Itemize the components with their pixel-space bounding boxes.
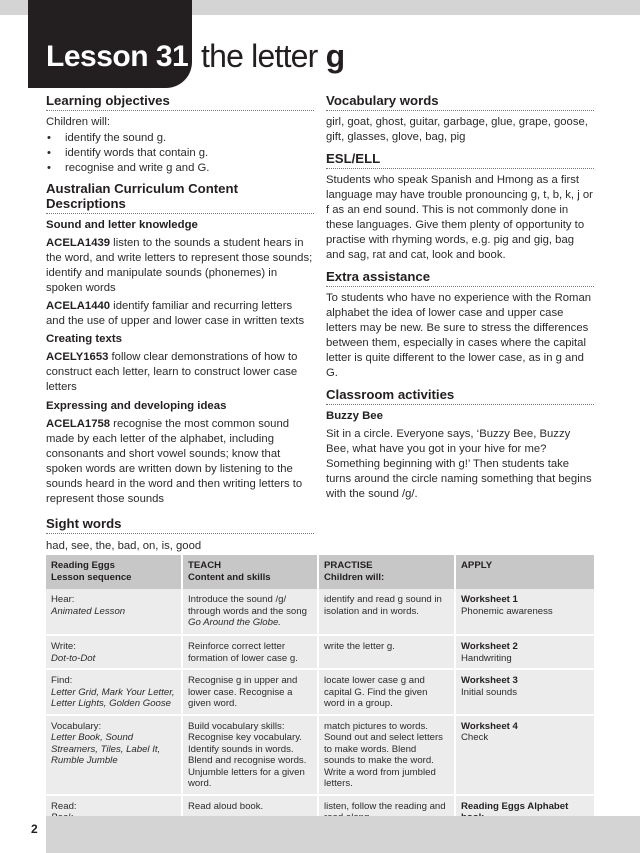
table-row <box>46 669 594 715</box>
apply-title: Worksheet 4 <box>461 720 518 732</box>
table-row <box>46 589 594 635</box>
curriculum-code: ACELA1758 <box>46 418 111 430</box>
header-line: PRACTISE <box>324 560 373 571</box>
objectives-heading: Learning objectives <box>46 93 314 111</box>
vocabulary-text: girl, goat, ghost, guitar, garbage, glue, grape, goose, gift, glasses, glove, bag, pig <box>326 116 588 143</box>
bottom-band-gap <box>0 816 46 853</box>
curriculum-section-title: Sound and letter knowledge <box>46 219 198 231</box>
header-line: Reading Eggs <box>51 560 115 571</box>
seq-item: Dot-to-Dot <box>51 652 96 664</box>
apply-cell <box>455 635 594 669</box>
teach-cell <box>182 589 318 635</box>
curriculum-section-title: Expressing and developing ideas <box>46 400 227 412</box>
esl-heading: ESL/ELL <box>326 151 594 169</box>
activity-title: Buzzy Bee <box>326 410 383 422</box>
sight-words-heading: Sight words <box>46 516 314 534</box>
teach-cell: Recognise g in upper and lower case. Recognise a given word. <box>182 669 318 715</box>
table-row <box>46 635 594 669</box>
curriculum-section-title: Creating texts <box>46 333 122 345</box>
apply-cell <box>455 589 594 635</box>
lesson-letter: g <box>325 38 345 74</box>
seq-cell <box>46 635 182 669</box>
seq-item: Animated Lesson <box>51 605 126 617</box>
apply-title: Worksheet 2 <box>461 641 518 652</box>
seq-label: Vocabulary: <box>51 720 102 732</box>
header-practise <box>318 555 455 589</box>
teach-cell: Build vocabulary skills: Recognise key vocabulary. Identify sounds in words. Blend and recognise words. Unjumble letters for a given word. <box>182 715 318 795</box>
lesson-topic <box>201 38 344 75</box>
curriculum-entry <box>46 350 314 395</box>
curriculum-code: ACELA1440 <box>46 300 111 312</box>
seq-item: Letter Grid, Mark Your Letter, Letter Lights, Golden Goose <box>51 686 175 709</box>
seq-label: Find: <box>51 675 73 686</box>
apply-cell <box>455 669 594 715</box>
esl-text: Students who speak Spanish and Hmong as a first language may have trouble pronouncing g, t, b, k, j or f as an end sound. This is not commonly done in these languages. Give them plenty of opportunity to practise with rhyming words, e.g. pig and gig, bag and sag, rat and cat, look and book. <box>326 174 593 261</box>
teach-song: Go Around the Globe. <box>188 617 281 628</box>
left-column <box>46 93 314 554</box>
practise-cell: locate lower case g and capital G. Find the given word in a group. <box>318 669 455 715</box>
teach-cell: Reinforce correct letter formation of lower case g. <box>182 635 318 669</box>
objective-item: • recognise and write g and G. <box>46 161 314 176</box>
table-header-row <box>46 555 594 589</box>
curriculum-entry <box>46 417 314 507</box>
sight-words-text: had, see, the, bad, on, is, good <box>46 540 202 552</box>
apply-text: Phonemic awareness <box>461 605 553 617</box>
apply-title: Reading Eggs Alphabet <box>461 800 569 812</box>
page-number: 2 <box>31 822 38 836</box>
seq-cell <box>46 669 182 715</box>
activity-text: Sit in a circle. Everyone says, ‘Buzzy Bee, Buzzy Bee, what have you got in your hive for me? Something beginning with g!’ Then students take turns around the circle naming something that begins with the sound /g/. <box>326 428 592 500</box>
header-line: Content and skills <box>188 571 271 583</box>
header-line: Children will: <box>324 571 385 583</box>
seq-label: Read: <box>51 800 77 812</box>
header-line: APPLY <box>461 560 493 571</box>
extra-assistance-text: To students who have no experience with the Roman alphabet the idea of lower case and upper case letters may be new. Be sure to stress the differences between them, especially in cases where the capital letter is quite different to the lower case, as in g and G. <box>326 292 592 379</box>
lesson-sequence-table <box>46 555 594 839</box>
teach-cell: Read aloud book. <box>182 795 318 840</box>
seq-label: Write: <box>51 641 76 652</box>
header-teach <box>182 555 318 589</box>
curriculum-text: listen to the sounds a student hears in the word, and write letters to represent those sounds; identify and manipulate sounds (phonemes) in spoken words <box>46 237 313 294</box>
curriculum-entry <box>46 236 314 296</box>
practise-cell: write the letter g. <box>318 635 455 669</box>
practise-cell: match pictures to words. Sound out and select letters to make words. Blend sounds to make the word. Write a word from jumbled letters. <box>318 715 455 795</box>
curriculum-code: ACELY1653 <box>46 351 109 363</box>
curriculum-entry <box>46 299 314 329</box>
curriculum-text: follow clear demonstrations of how to construct each letter, learn to construct lower case letters <box>46 351 298 393</box>
apply-title: Worksheet 3 <box>461 675 518 686</box>
seq-cell <box>46 589 182 635</box>
header-line: Lesson sequence <box>51 571 132 583</box>
header-apply <box>455 555 594 589</box>
bottom-band <box>0 816 640 853</box>
apply-text: Check <box>461 732 489 743</box>
curriculum-text: identify familiar and recurring letters and the use of upper and lower case in written texts <box>46 300 305 327</box>
right-column <box>326 93 594 502</box>
lesson-number: Lesson 31 <box>46 40 189 73</box>
objective-item: • identify words that contain g. <box>46 146 314 161</box>
classroom-activities-heading: Classroom activities <box>326 387 594 405</box>
apply-title: Worksheet 1 <box>461 594 518 605</box>
seq-label: Hear: <box>51 594 75 605</box>
curriculum-code: ACELA1439 <box>46 237 111 249</box>
apply-text: Handwriting <box>461 652 512 664</box>
vocabulary-heading: Vocabulary words <box>326 93 594 111</box>
header-line: TEACH <box>188 560 222 571</box>
header-lesson-sequence <box>46 555 182 589</box>
lesson-topic-text: the letter <box>201 38 318 74</box>
seq-item: Letter Book, Sound Streamers, Tiles, Label It, Rumble Jumble <box>51 732 161 766</box>
objective-item: • identify the sound g. <box>46 131 314 146</box>
practise-cell: identify and read g sound in isolation and in words. <box>318 589 455 635</box>
curriculum-heading: Australian Curriculum Content Descriptions <box>46 181 314 214</box>
practise-cell: listen, follow the reading and <box>318 795 455 840</box>
apply-cell <box>455 715 594 795</box>
table-row <box>46 715 594 795</box>
apply-text: Initial sounds <box>461 686 517 698</box>
objectives-list <box>46 131 314 176</box>
teach-text: Introduce the sound /g/ through words and the song <box>188 594 307 617</box>
curriculum-text: recognise the most common sound made by each letter of the alphabet, including consonants and short vowel sounds; know that spoken words are written down by listening to the sounds heard in the word and then writing letters to represent those sounds <box>46 418 303 505</box>
seq-cell <box>46 715 182 795</box>
extra-assistance-heading: Extra assistance <box>326 269 594 287</box>
objectives-intro: Children will: <box>46 116 111 128</box>
